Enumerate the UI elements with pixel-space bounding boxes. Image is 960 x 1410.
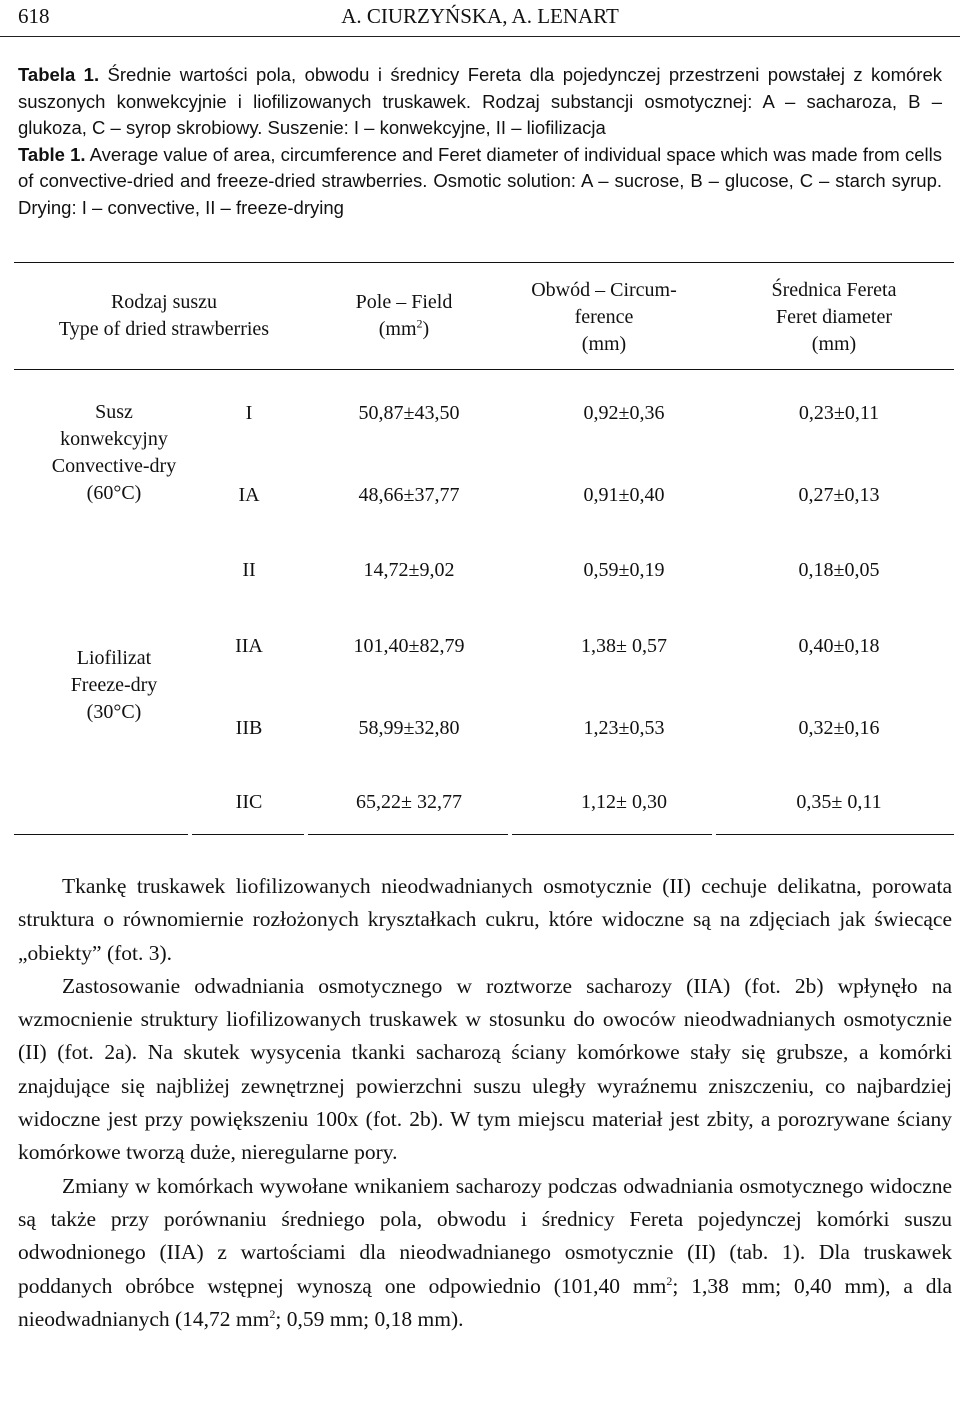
- superscript: 2: [666, 1273, 673, 1288]
- table-row: [14, 789, 954, 819]
- field-unit-close: ): [422, 318, 430, 340]
- cell-circumference: 0,59±0,19: [583, 559, 665, 581]
- header-type: [14, 289, 314, 343]
- header-type-en: Type of dried strawberries: [58, 318, 270, 340]
- header-feret: [714, 277, 954, 358]
- caption-english: [18, 142, 942, 222]
- table-bottom-rule: [308, 834, 508, 835]
- paragraph-part: ; 0,59 mm; 0,18 mm).: [275, 1306, 464, 1331]
- header-circumference: [494, 277, 714, 358]
- header-rule: [0, 36, 960, 37]
- running-authors: A. CIURZYŃSKA, A. LENART: [341, 4, 619, 28]
- cell-code: IA: [238, 484, 260, 506]
- table-header-rule: [14, 369, 954, 370]
- header-feret-unit: (mm): [811, 333, 857, 355]
- header-field-label: Pole – Field: [355, 291, 453, 313]
- header-circ-line2: ference: [574, 306, 634, 328]
- group-conv-line1: Susz: [95, 401, 133, 423]
- cell-feret: 0,27±0,13: [798, 484, 880, 506]
- caption-polish: [18, 62, 942, 142]
- body-text: [18, 870, 952, 1336]
- group-conv-line3: Convective-dry: [51, 455, 177, 477]
- table-row: [14, 633, 954, 663]
- cell-circumference: 0,91±0,40: [583, 484, 665, 506]
- cell-circumference: 1,12± 0,30: [581, 791, 667, 813]
- cell-code: IIA: [235, 635, 263, 657]
- cell-field: 58,99±32,80: [358, 717, 460, 739]
- cell-feret: 0,18±0,05: [798, 559, 880, 581]
- caption-en-label: Table 1.: [18, 143, 86, 165]
- group-freeze-line2: Freeze-dry: [70, 674, 158, 696]
- cell-field: 48,66±37,77: [358, 484, 460, 506]
- superscript: 2: [269, 1306, 276, 1321]
- header-feret-en: Feret diameter: [775, 306, 893, 328]
- caption-pl-text: Średnie wartości pola, obwodu i średnicy Fereta dla pojedynczej przestrzeni powstałej z komórek suszonych konwekcyjnie i liofilizowanych truskawek. Rodzaj substancji osmotycznej: A – sacharoza, B – glukoza, C – syrop skrobiowy. Suszenie: I – konwekcyjne, II – liofilizacja: [18, 64, 942, 139]
- header-feret-pl: Średnica Fereta: [771, 279, 897, 301]
- paragraph: Zastosowanie odwadniania osmotycznego w roztworze sacharozy (IIA) (fot. 2b) wpłynęło na wzmocnienie struktury liofilizowanych truskawek w stosunku do owoców nieodwadnianych osmotycznie (II) (fot. 2a). Na skutek wysycenia tkanki sacharozą ściany komórkowe stały się grubsze, a komórki znajdujące się najbliżej zewnętrznej powierzchni suszu uległy wyraźnemu zniszczeniu, co najbardziej widoczne jest przy powiększeniu 100x (fot. 2b). W tym miejscu materiał jest zbity, a porozrywane ściany komórkowe tworzą duże, nieregularne pory.: [18, 973, 952, 1165]
- data-table: [14, 262, 954, 834]
- table-row: [14, 482, 954, 512]
- table-top-rule: [14, 262, 954, 263]
- header-circ-unit: (mm): [581, 333, 627, 355]
- paragraph-part: ; 1,38 mm; 0,40 mm), a dla nieodwadnianych (14,72 mm: [18, 1273, 952, 1331]
- table-row: [14, 400, 954, 430]
- paragraph-part: Zmiany w komórkach wywołane wnikaniem sacharozy podczas odwadniania osmotycznego widoczne są także przy porównaniu średniego pola, obwodu i średnicy Fereta pojedynczej komórki suszu odwodnionego (IIA) z wartościami dla nieodwadnianego osmotycznie (II) (tab. 1). Dla truskawek poddanych obróbce wstępnej wynoszą one odpowiednio (101,40 mm: [18, 1173, 952, 1298]
- table-bottom-rule: [192, 834, 304, 835]
- group-conv-line4: (60°C): [86, 482, 142, 504]
- table-row: [14, 557, 954, 587]
- table-caption: [18, 62, 942, 222]
- cell-feret: 0,32±0,16: [798, 717, 880, 739]
- table-bottom-rule: [512, 834, 712, 835]
- cell-feret: 0,40±0,18: [798, 635, 880, 657]
- paragraph: Tkankę truskawek liofilizowanych nieodwadnianych osmotycznie (II) cechuje delikatna, porowata struktura o równomiernie rozłożonych kryształkach cukru, które widoczne są na zdjęciach jak świecące „obiekty” (fot. 3).: [18, 874, 952, 965]
- cell-field: 101,40±82,79: [353, 635, 465, 657]
- table-row: [14, 715, 954, 745]
- cell-code: II: [242, 559, 256, 581]
- cell-field: 65,22± 32,77: [356, 791, 462, 813]
- cell-feret: 0,23±0,11: [798, 402, 880, 424]
- caption-pl-label: Tabela 1.: [18, 64, 100, 85]
- caption-en-text: Average value of area, circumference and Feret diameter of individual space which was made from cells of convective-dried and freeze-dried strawberries. Osmotic solution: A – sucrose, B – glucose, C – starch syrup. Drying: I – convective, II – freeze-drying: [18, 143, 942, 218]
- cell-circumference: 0,92±0,36: [583, 402, 665, 424]
- header-field: [314, 289, 494, 343]
- group-conv-line2: konwekcyjny: [60, 428, 168, 450]
- group-freeze-line3: (30°C): [86, 701, 142, 723]
- table-bottom-rule: [14, 834, 188, 835]
- page-number: 618: [18, 4, 50, 28]
- header-circ-line1: Obwód – Circum-: [531, 279, 677, 301]
- header-type-pl: Rodzaj suszu: [110, 291, 218, 313]
- header-field-unit: [314, 316, 494, 343]
- table-bottom-rule: [716, 834, 954, 835]
- cell-circumference: 1,38± 0,57: [581, 635, 667, 657]
- running-header: [18, 4, 942, 34]
- paragraph: [18, 1170, 952, 1336]
- cell-field: 14,72±9,02: [363, 559, 455, 581]
- cell-feret: 0,35± 0,11: [796, 791, 882, 813]
- group-freeze-line1: Liofilizat: [76, 647, 152, 669]
- field-unit-text: (mm: [378, 318, 417, 340]
- cell-code: I: [245, 402, 253, 424]
- cell-code: IIC: [235, 791, 263, 813]
- field-unit-sup: 2: [416, 316, 423, 331]
- cell-code: IIB: [235, 717, 263, 739]
- cell-circumference: 1,23±0,53: [583, 717, 665, 739]
- cell-field: 50,87±43,50: [358, 402, 460, 424]
